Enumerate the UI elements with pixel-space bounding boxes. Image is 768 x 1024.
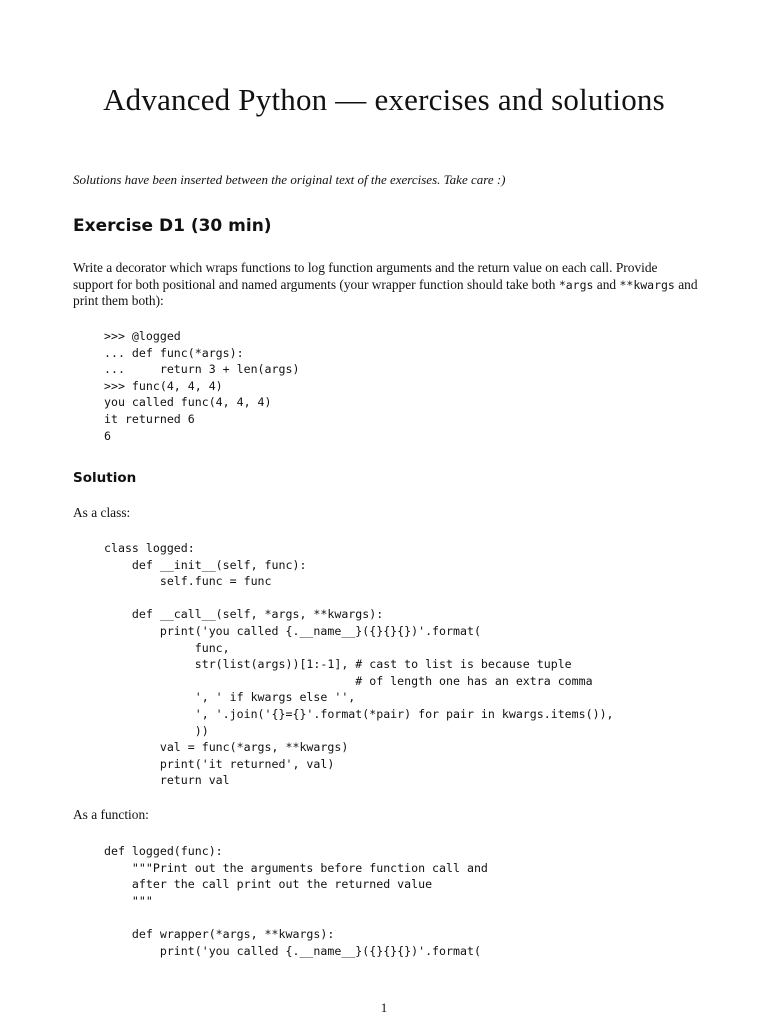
function-solution-code-block: def logged(func): """Print out the arguments before function call and after the call print out the returned value """ def wrapper(*args, **kwargs): print('you called {.__name__}({}{}{})'.format(: [104, 844, 488, 958]
inline-code-args: *args: [558, 277, 594, 292]
class-intro-text: As a class:: [73, 505, 131, 520]
class-solution-code-block: class logged: def __init__(self, func): self.func = func def __call__(self, *args, **kwargs): print('you called {.__name__}({}{}{})'.format( func, str(list(args))[1:-1], # cast to list is because tuple # of length one has an extra comma ', ' if kwargs else '', ', '.join('{}={}'.format(*pair) for pair in kwargs.items()), )) val = func(*args, **kwargs) print('it returned', val) return val: [104, 541, 614, 788]
document-title: Advanced Python — exercises and solutions: [103, 82, 665, 117]
solution-heading: Solution: [73, 470, 137, 486]
function-intro-text: As a function:: [73, 807, 149, 822]
exercise-text-and: and: [593, 276, 620, 292]
exercise-text-part1: Write a decorator which wraps functions to log function arguments and the return value on each call. Provide support for both positional and named arguments (your wrapper function should take both: [73, 260, 658, 292]
intro-note: Solutions have been inserted between the original text of the exercises. Take care :): [73, 172, 506, 187]
exercise-heading: Exercise D1 (30 min): [73, 216, 272, 236]
inline-code-kwargs: **kwargs: [619, 277, 675, 292]
page-number: 1: [380, 1000, 388, 1015]
exercise-description: [73, 260, 698, 310]
exercise-text-part2: and print them both):: [73, 276, 698, 308]
example-code-block: >>> @logged ... def func(*args): ... return 3 + len(args) >>> func(4, 4, 4) you called func(4, 4, 4) it returned 6 6: [104, 329, 300, 443]
